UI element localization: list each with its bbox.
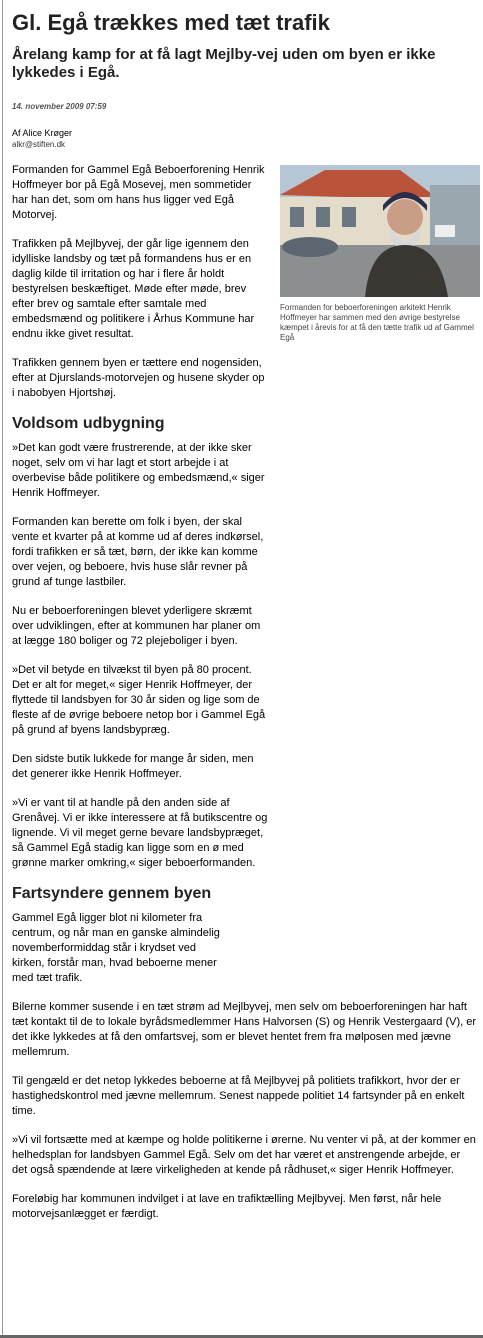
body-paragraph: »Vi er vant til at handle på den anden side af Grenåvej. Vi er ikke interessere at få butikscentre og lignende. Vi vil meget gerne bevare landsbypræget, så Gammel Egå stadig kan ligge som en ø med grønne marker omkring,« siger beboerformanden. — [12, 797, 268, 869]
byline — [12, 127, 478, 151]
article-title: Gl. Egå trækkes med tæt trafik — [12, 10, 330, 35]
body-paragraph: »Det vil betyde en tilvækst til byen på 80 procent. Det er alt for meget,« siger Henrik Hoffmeyer, der flyttede til landsbyen for 30 år siden og lige som de fleste af de øvrige beboere netop bor i Gammel Egå på grund af byens landsbypræg. — [12, 664, 266, 736]
body-paragraph: Gammel Egå ligger blot ni kilometer fra centrum, og når man en ganske almindelig novemberformiddag står i krydset ved kirken, forstår man, hvad beboerne mener med tæt trafik. — [12, 912, 220, 984]
photo-image — [280, 165, 480, 297]
author-email-link[interactable]: alkr@stiften.dk — [12, 140, 66, 149]
body-paragraph: Formanden kan berette om folk i byen, der skal vente et kvarter på at komme ud af deres indkørsel, fordi trafikken er så tæt, børn, der ikke kan komme over vejen, og beboere, hvis huse slår revner på grund af tunge lastbiler. — [12, 516, 264, 588]
body-paragraph: Nu er beboerforeningen blevet yderligere skræmt over udviklingen, efter at kommunen har planer om at lægge 180 boliger og 72 plejeboliger i byen. — [12, 605, 261, 647]
article-photo — [280, 165, 480, 343]
article-date: 14. november 2009 07:59 — [12, 102, 107, 111]
intro-paragraph: Trafikken gennem byen er tættere end nogensiden, efter at Djurslands-motorvejen og husene skyder op i nabobyen Hjortshøj. — [12, 357, 265, 399]
author: Af Alice Krøger — [12, 128, 73, 138]
section-heading: Voldsom udbygning — [12, 415, 165, 432]
body-paragraph: Til gengæld er det netop lykkedes beboerne at få Mejlbyvej på politiets trafikkort, hvor der er hastighedskontrol med jævne mellemrum. Senest nappede politiet 14 fartsynder på en enkelt time. — [12, 1075, 465, 1117]
intro-paragraph: Trafikken på Mejlbyvej, der går lige igennem den idylliske landsby og tæt på formandens hus er en daglig kilde til irritation og har i flere år holdt bestyrelsen beskæftiget. Møde efter møde, brev efter brev og samtale efter samtale med embedsmænd og politikere i Århus Kommune har endnu ikke givet resultat. — [12, 238, 255, 340]
intro-paragraph: Formanden for Gammel Egå Beboerforening Henrik Hoffmeyer bor på Egå Mosevej, men sommetider har han det, som om hans hus ligger ved Egå Motorvej. — [12, 164, 265, 221]
body-paragraph: Bilerne kommer susende i en tæt strøm ad Mejlbyvej, men selv om beboerforeningen har haft tæt kontakt til de to lokale byrådsmedlemmer Hans Halvorsen (S) og Henrik Vestergaard (V), er det ikke lykkedes at få den omfartsvej, som er blevet hentet frem fra mølposen med jævne mellemrum. — [12, 1001, 477, 1058]
section-heading: Fartsyndere gennem byen — [12, 885, 212, 902]
page-left-border — [2, 0, 3, 1338]
photo-caption: Formanden for beboerforeningen arkitekt Henrik Hoffmeyer har sammen med den øvrige bestyrelse kæmpet i årevis for at få den tætte trafik ud af Gammel Egå — [280, 303, 474, 342]
body-paragraph: Foreløbig har kommunen indvilget i at lave en trafiktælling Mejlbyvej. Men først, når hele motorvejsanlægget er færdigt. — [12, 1193, 442, 1220]
body-paragraph: »Det kan godt være frustrerende, at der ikke sker noget, selv om vi har lagt et stort arbejde i at overbevise både politikere og embedsmænd,« siger Henrik Hoffmeyer. — [12, 442, 265, 499]
body-paragraph: »Vi vil fortsætte med at kæmpe og holde politikerne i ørerne. Nu venter vi på, at der kommer en helhedsplan for landsbyen Gammel Egå. Selv om det har været et anstrengende arbejde, er det også spændende at lære virkeligheden at kende på rådhuset,« siger Henrik Hoffmeyer. — [12, 1134, 476, 1176]
body-paragraph: Den sidste butik lukkede for mange år siden, men det generer ikke Henrik Hoffmeyer. — [12, 753, 254, 780]
article-subtitle: Årelang kamp for at få lagt Mejlby-vej uden om byen er ikke lykkedes i Egå. — [12, 46, 436, 81]
